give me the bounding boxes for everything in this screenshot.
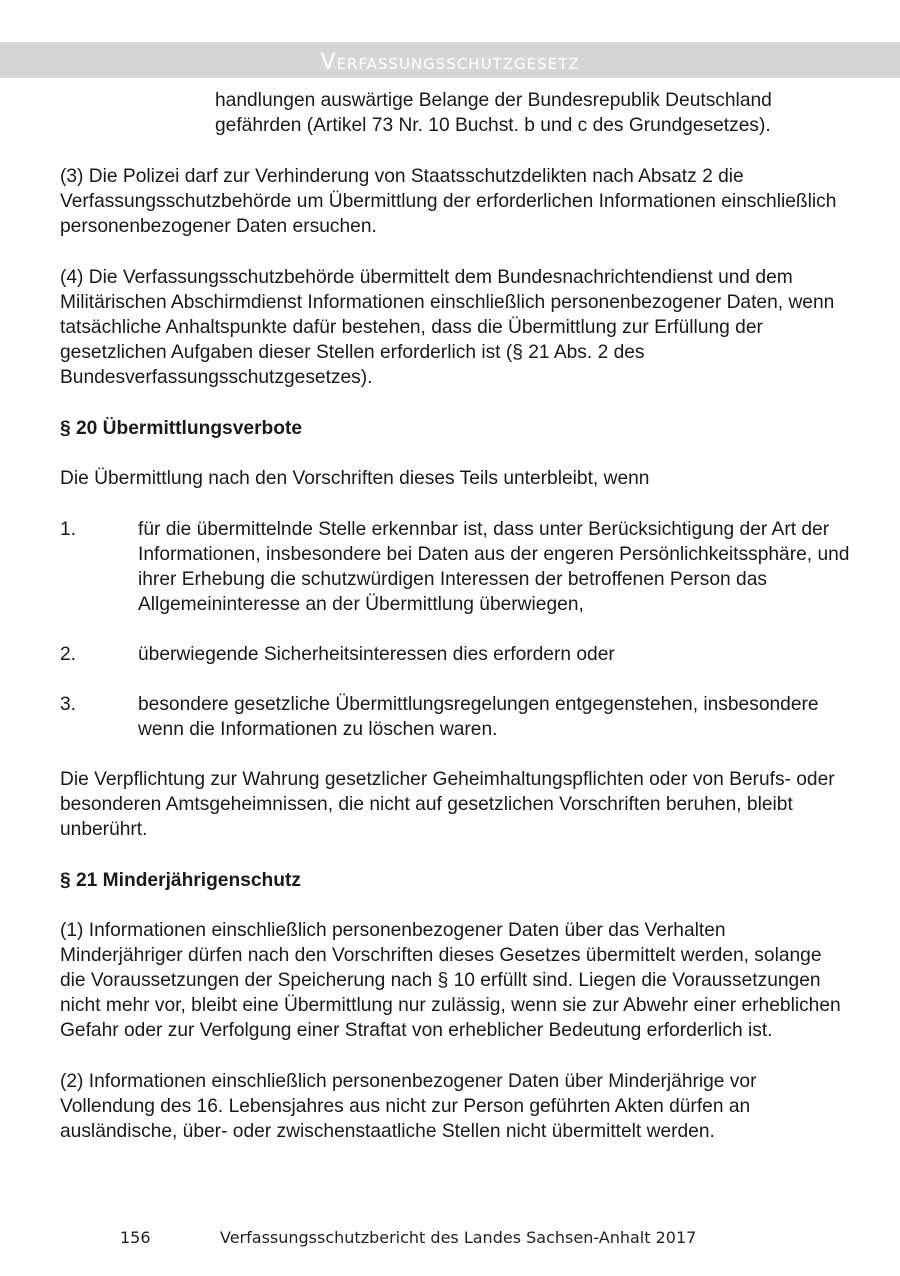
running-header-title: Verfassungsschutzgesetz xyxy=(320,50,580,75)
list-item-text: für die übermittelnde Stelle erkennbar ist, dass unter Berücksichtigung der Art der Informationen, insbesondere bei Daten aus der engeren Persönlichkeitssphäre, und ihrer Erhebung die schutzwürdigen Interessen der betroffenen Person das Allgemeininteresse an der Übermittlung überwiegen, xyxy=(138,519,850,615)
paragraph-3: (3) Die Polizei darf zur Verhinderung von Staatsschutzdelikten nach Absatz 2 die Verfassungsschutzbehörde um Übermittlung der erforderlichen Informationen einschließlich personenbezogener Daten ersuchen. xyxy=(60,166,837,237)
section-20-heading: § 20 Übermittlungsverbote xyxy=(60,418,303,439)
list-item xyxy=(60,642,850,667)
section-21-heading: § 21 Minderjährigenschutz xyxy=(60,870,301,891)
intro-continuation: handlungen auswärtige Belange der Bundesrepublik Deutschland gefährden (Artikel 73 Nr. 10 Buchst. b und c des Grundgesetzes). xyxy=(215,90,772,136)
section-20-closing: Die Verpflichtung zur Wahrung gesetzlicher Geheimhaltungspflichten oder von Berufs- oder besonderen Amtsgeheimnissen, die nicht auf gesetzlichen Vorschriften beruhen, bleibt unberührt. xyxy=(60,769,835,840)
section-20-intro: Die Übermittlung nach den Vorschriften dieses Teils unterbleibt, wenn xyxy=(60,468,650,489)
list-item xyxy=(60,517,850,617)
list-item-number: 3. xyxy=(60,694,77,715)
list-item-text: überwiegende Sicherheitsinteressen dies erfordern oder xyxy=(138,644,615,665)
section-21-paragraph-2: (2) Informationen einschließlich personenbezogener Daten über Minderjährige vor Vollendung des 16. Lebensjahres aus nicht zur Person geführten Akten dürfen an ausländische, über- oder zwischenstaatliche Stellen nicht übermittelt werden. xyxy=(60,1071,757,1142)
list-item-number: 2. xyxy=(60,644,77,665)
paragraph-4: (4) Die Verfassungsschutzbehörde übermittelt dem Bundesnachrichtendienst und dem Militärischen Abschirmdienst Informationen einschließlich personenbezogener Daten, wenn tatsächliche Anhaltspunkte dafür bestehen, dass die Übermittlung zur Erfüllung der gesetzlichen Aufgaben dieser Stellen erforderlich ist (§ 21 Abs. 2 des Bundesverfassungsschutzgesetzes). xyxy=(60,267,835,388)
section-21-paragraph-1: (1) Informationen einschließlich personenbezogener Daten über das Verhalten Minderjähriger dürfen nach den Vorschriften dieses Gesetzes übermittelt werden, solange die Voraussetzungen der Speicherung nach § 10 erfüllt sind. Liegen die Voraussetzungen nicht mehr vor, bleibt eine Übermittlung nur zulässig, wenn sie zur Abwehr einer erheblichen Gefahr oder zur Verfolgung einer Straftat von erheblicher Bedeutung erforderlich ist. xyxy=(60,920,841,1041)
list-item xyxy=(60,692,850,742)
publication-title: Verfassungsschutzbericht des Landes Sachsen-Anhalt 2017 xyxy=(220,1228,697,1247)
page-body xyxy=(60,88,850,1170)
page-number: 156 xyxy=(120,1228,151,1247)
list-item-text: besondere gesetzliche Übermittlungsregelungen entgegenstehen, insbesondere wenn die Informationen zu löschen waren. xyxy=(138,694,819,740)
list-item-number: 1. xyxy=(60,519,77,540)
